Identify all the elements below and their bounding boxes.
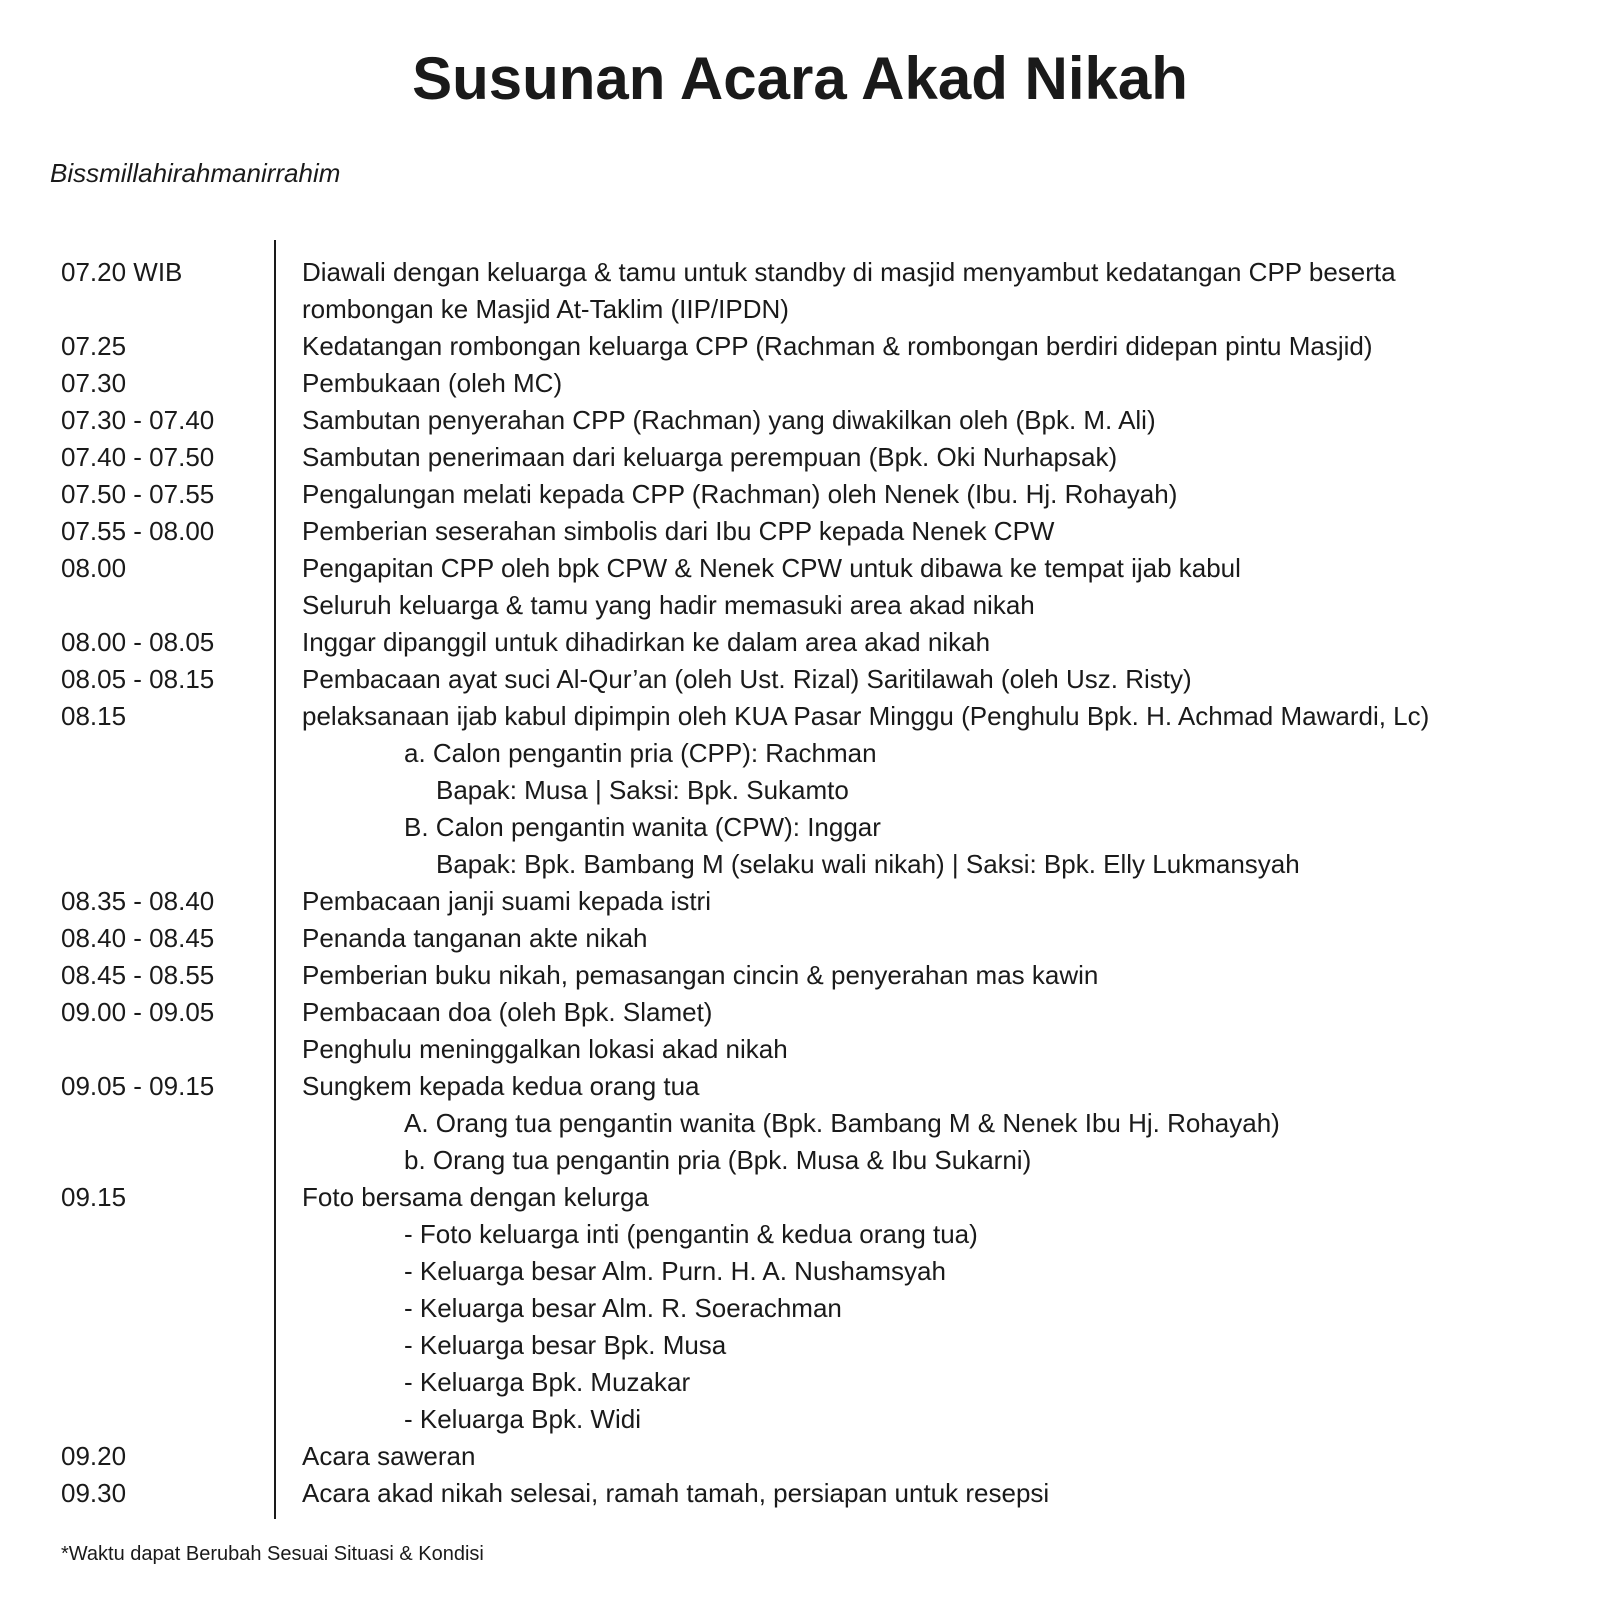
schedule-description: Inggar dipanggil untuk dihadirkan ke dalam area akad nikah xyxy=(302,627,991,657)
schedule-row xyxy=(0,698,1600,735)
schedule-row xyxy=(0,920,1600,957)
schedule-row xyxy=(0,624,1600,661)
schedule-time: 07.30 xyxy=(61,368,127,398)
schedule-row xyxy=(0,1327,1600,1364)
schedule-time: 09.20 xyxy=(61,1441,127,1471)
schedule-time: 07.30 - 07.40 xyxy=(61,405,215,435)
schedule-row xyxy=(0,587,1600,624)
schedule-description: Pengapitan CPP oleh bpk CPW & Nenek CPW untuk dibawa ke tempat ijab kabul xyxy=(302,553,1241,583)
schedule-description: Penanda tanganan akte nikah xyxy=(302,923,648,953)
schedule-time: 08.40 - 08.45 xyxy=(61,923,215,953)
schedule-row xyxy=(0,1475,1600,1512)
schedule-description: Pembacaan ayat suci Al-Qur’an (oleh Ust. Rizal) Saritilawah (oleh Usz. Risty) xyxy=(302,664,1192,694)
schedule-time: 07.50 - 07.55 xyxy=(61,479,215,509)
schedule-description: Kedatangan rombongan keluarga CPP (Rachman & rombongan berdiri didepan pintu Masjid) xyxy=(302,331,1373,361)
schedule-description: Sambutan penyerahan CPP (Rachman) yang diwakilkan oleh (Bpk. M. Ali) xyxy=(302,405,1156,435)
schedule-description: rombongan ke Masjid At-Taklim (IIP/IPDN) xyxy=(302,294,789,324)
footnote: *Waktu dapat Berubah Sesuai Situasi & Kondisi xyxy=(61,1543,484,1565)
schedule-description: Sungkem kepada kedua orang tua xyxy=(302,1071,700,1101)
schedule-time: 08.45 - 08.55 xyxy=(61,960,215,990)
schedule-row xyxy=(0,957,1600,994)
schedule-row xyxy=(0,994,1600,1031)
schedule-description: Sambutan penerimaan dari keluarga perempuan (Bpk. Oki Nurhapsak) xyxy=(302,442,1118,472)
page-title: Susunan Acara Akad Nikah xyxy=(412,45,1188,112)
schedule-description: a. Calon pengantin pria (CPP): Rachman xyxy=(404,738,877,768)
schedule-description: Pemberian seserahan simbolis dari Ibu CPP kepada Nenek CPW xyxy=(302,516,1055,546)
schedule-row xyxy=(0,439,1600,476)
schedule-row xyxy=(0,1179,1600,1216)
schedule-description: Acara akad nikah selesai, ramah tamah, persiapan untuk resepsi xyxy=(302,1478,1050,1508)
schedule-time: 07.55 - 08.00 xyxy=(61,516,215,546)
schedule-description: Pengalungan melati kepada CPP (Rachman) oleh Nenek (Ibu. Hj. Rohayah) xyxy=(302,479,1178,509)
schedule-description: - Keluarga Bpk. Muzakar xyxy=(404,1367,691,1397)
schedule-time: 07.40 - 07.50 xyxy=(61,442,215,472)
schedule-row xyxy=(0,1216,1600,1253)
schedule-row xyxy=(0,254,1600,291)
schedule-description: Pembacaan janji suami kepada istri xyxy=(302,886,711,916)
schedule-description: Foto bersama dengan kelurga xyxy=(302,1182,649,1212)
schedule-row xyxy=(0,476,1600,513)
schedule-description: Pembukaan (oleh MC) xyxy=(302,368,563,398)
schedule-row xyxy=(0,402,1600,439)
schedule-time: 09.15 xyxy=(61,1182,127,1212)
schedule-time: 08.15 xyxy=(61,701,127,731)
schedule-row xyxy=(0,883,1600,920)
schedule-row xyxy=(0,1290,1600,1327)
schedule-row xyxy=(0,1401,1600,1438)
schedule-time: 08.35 - 08.40 xyxy=(61,886,215,916)
schedule-row xyxy=(0,1253,1600,1290)
schedule-time: 08.05 - 08.15 xyxy=(61,664,215,694)
schedule-description: pelaksanaan ijab kabul dipimpin oleh KUA Pasar Minggu (Penghulu Bpk. H. Achmad Mawardi, Lc) xyxy=(302,701,1430,731)
schedule-description: B. Calon pengantin wanita (CPW): Inggar xyxy=(404,812,881,842)
schedule-row xyxy=(0,365,1600,402)
schedule-row xyxy=(0,809,1600,846)
schedule-row xyxy=(0,328,1600,365)
schedule-time: 07.25 xyxy=(61,331,127,361)
schedule-row xyxy=(0,291,1600,328)
opening-phrase: Bissmillahirahmanirrahim xyxy=(50,158,341,188)
schedule-time: 09.05 - 09.15 xyxy=(61,1071,215,1101)
schedule-description: Seluruh keluarga & tamu yang hadir memasuki area akad nikah xyxy=(302,590,1035,620)
schedule-row xyxy=(0,1031,1600,1068)
schedule-row xyxy=(0,1105,1600,1142)
schedule-description: - Keluarga besar Alm. Purn. H. A. Nushamsyah xyxy=(404,1256,946,1286)
schedule-description: Acara saweran xyxy=(302,1441,476,1471)
schedule-row xyxy=(0,661,1600,698)
schedule-description: Penghulu meninggalkan lokasi akad nikah xyxy=(302,1034,788,1064)
schedule-description: Pemberian buku nikah, pemasangan cincin & penyerahan mas kawin xyxy=(302,960,1099,990)
schedule-description: b. Orang tua pengantin pria (Bpk. Musa & Ibu Sukarni) xyxy=(404,1145,1032,1175)
schedule-time: 08.00 xyxy=(61,553,127,583)
schedule-row xyxy=(0,1364,1600,1401)
schedule-row xyxy=(0,735,1600,772)
schedule-row xyxy=(0,513,1600,550)
schedule-row xyxy=(0,1438,1600,1475)
schedule-description: Pembacaan doa (oleh Bpk. Slamet) xyxy=(302,997,713,1027)
schedule-row xyxy=(0,772,1600,809)
schedule-description: A. Orang tua pengantin wanita (Bpk. Bambang M & Nenek Ibu Hj. Rohayah) xyxy=(404,1108,1280,1138)
schedule-time: 09.00 - 09.05 xyxy=(61,997,215,1027)
schedule-row xyxy=(0,846,1600,883)
schedule-list xyxy=(0,254,1600,1512)
schedule-description: - Keluarga besar Bpk. Musa xyxy=(404,1330,727,1360)
schedule-row xyxy=(0,1068,1600,1105)
schedule-time: 09.30 xyxy=(61,1478,127,1508)
schedule-description: Bapak: Bpk. Bambang M (selaku wali nikah) | Saksi: Bpk. Elly Lukmansyah xyxy=(436,849,1300,879)
schedule-description: - Foto keluarga inti (pengantin & kedua orang tua) xyxy=(404,1219,978,1249)
schedule-description: - Keluarga Bpk. Widi xyxy=(404,1404,641,1434)
schedule-time: 07.20 WIB xyxy=(61,257,183,287)
schedule-row xyxy=(0,550,1600,587)
schedule-description: Bapak: Musa | Saksi: Bpk. Sukamto xyxy=(436,775,849,805)
schedule-time: 08.00 - 08.05 xyxy=(61,627,215,657)
schedule-description: - Keluarga besar Alm. R. Soerachman xyxy=(404,1293,842,1323)
schedule-description: Diawali dengan keluarga & tamu untuk standby di masjid menyambut kedatangan CPP beserta xyxy=(302,257,1396,287)
schedule-row xyxy=(0,1142,1600,1179)
